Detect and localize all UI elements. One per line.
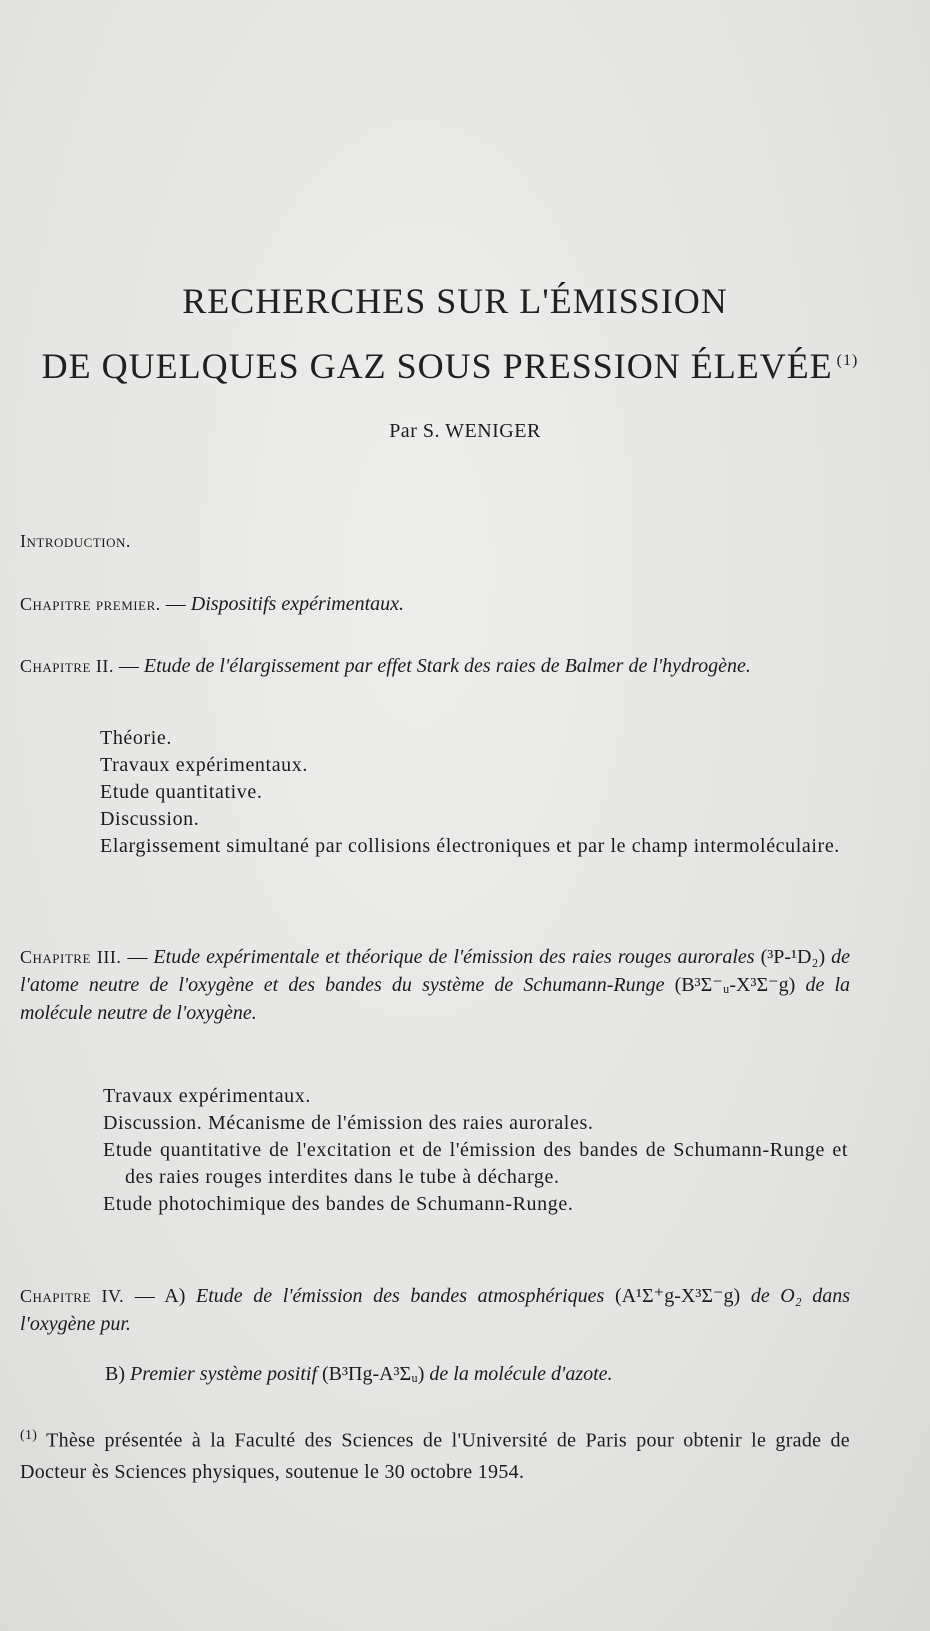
chapter3-heading: [20, 943, 850, 1027]
chapter4-partB-title1: Premier système positif: [130, 1363, 318, 1385]
chapter2-section-item: Travaux expérimentaux.: [100, 754, 308, 776]
chapter3-dash: —: [127, 946, 148, 968]
chapter2-section-item: Elargissement simultané par collisions électroniques et par le champ intermoléculaire.: [100, 835, 840, 857]
chapter4-partA-term: (A¹Σ⁺g-X³Σ⁻g): [614, 1285, 741, 1307]
chapter4-partB-title2: de la molécule d'azote.: [429, 1363, 613, 1385]
chapter3-section-item: Travaux expérimentaux.: [103, 1085, 311, 1107]
chapter3-section-item: Etude photochimique des bandes de Schumann-Runge.: [103, 1193, 574, 1215]
title-text-2: DE QUELQUES GAZ SOUS PRESSION ÉLEVÉE: [41, 346, 833, 386]
footnote-mark: (1): [20, 1428, 38, 1443]
chapter4-partB-label: B): [105, 1363, 125, 1385]
chapter4-heading: [20, 1282, 850, 1338]
chapter2-dash: —: [118, 655, 139, 677]
chapter2-section-item: Théorie.: [100, 727, 172, 749]
footnote-text: Thèse présentée à la Faculté des Sciences de l'Université de Paris pour obtenir le grade de Docteur ès Sciences physiques, soutenue le 30 octobre 1954.: [20, 1429, 850, 1483]
chapter1-heading: [20, 590, 850, 618]
chapter4-label: Chapitre IV.: [20, 1286, 125, 1306]
title-line-2: [0, 345, 915, 387]
chapter4-partA-label: A): [164, 1285, 186, 1307]
chapter1-label: Chapitre premier.: [20, 594, 161, 614]
chapter2-label: Chapitre II.: [20, 656, 114, 676]
chapter3-term1: (³P-¹D₂): [760, 946, 826, 968]
title-footnote-mark: (1): [836, 352, 859, 369]
introduction-heading: [20, 527, 850, 555]
chapter4-partB-term: (B³Πg-A³Σᵤ): [322, 1363, 425, 1385]
chapter3-section-item: Etude quantitative de l'excitation et de l'émission des bandes de Schumann-Runge et des raies rouges interdites dans le tube à décharge.: [103, 1139, 848, 1188]
chapter3-term2: (B³Σ⁻ᵤ-X³Σ⁻g): [674, 974, 796, 996]
author-byline: Par S. WENIGER: [389, 420, 541, 442]
chapter4-partB: [105, 1360, 845, 1388]
chapter1-dash: —: [165, 593, 186, 615]
title-line-1: [0, 280, 920, 322]
chapter2-section-item: Discussion.: [100, 808, 200, 830]
chapter2-title: Etude de l'élargissement par effet Stark des raies de Balmer de l'hydrogène.: [143, 655, 751, 677]
chapter3-section-list: [103, 1083, 848, 1218]
chapter4-partA-title2: de O₂ dans l'oxygène pur.: [20, 1285, 851, 1335]
chapter3-title-part2: de l'atome neutre de l'oxygène et des bandes du système de Schumann-Runge: [20, 946, 851, 996]
title-text-1: RECHERCHES SUR L'ÉMISSION: [182, 281, 728, 321]
chapter4-partA-title1: Etude de l'émission des bandes atmosphériques: [196, 1285, 605, 1307]
chapter3-section-item: Discussion. Mécanisme de l'émission des raies aurorales.: [103, 1112, 594, 1134]
chapter2-heading: [20, 652, 850, 680]
chapter4-dash: —: [134, 1285, 155, 1307]
chapter2-section-list: [100, 725, 845, 860]
chapter3-title-part3: de la molécule neutre de l'oxygène.: [20, 974, 851, 1024]
introduction-label: Introduction.: [20, 531, 131, 551]
chapter3-label: Chapitre III.: [20, 947, 122, 967]
chapter2-section-item: Etude quantitative.: [100, 781, 263, 803]
chapter1-title: Dispositifs expérimentaux.: [190, 593, 405, 615]
footnote: [20, 1420, 850, 1488]
chapter3-title-part1: Etude expérimentale et théorique de l'émission des raies rouges aurorales: [153, 946, 755, 968]
